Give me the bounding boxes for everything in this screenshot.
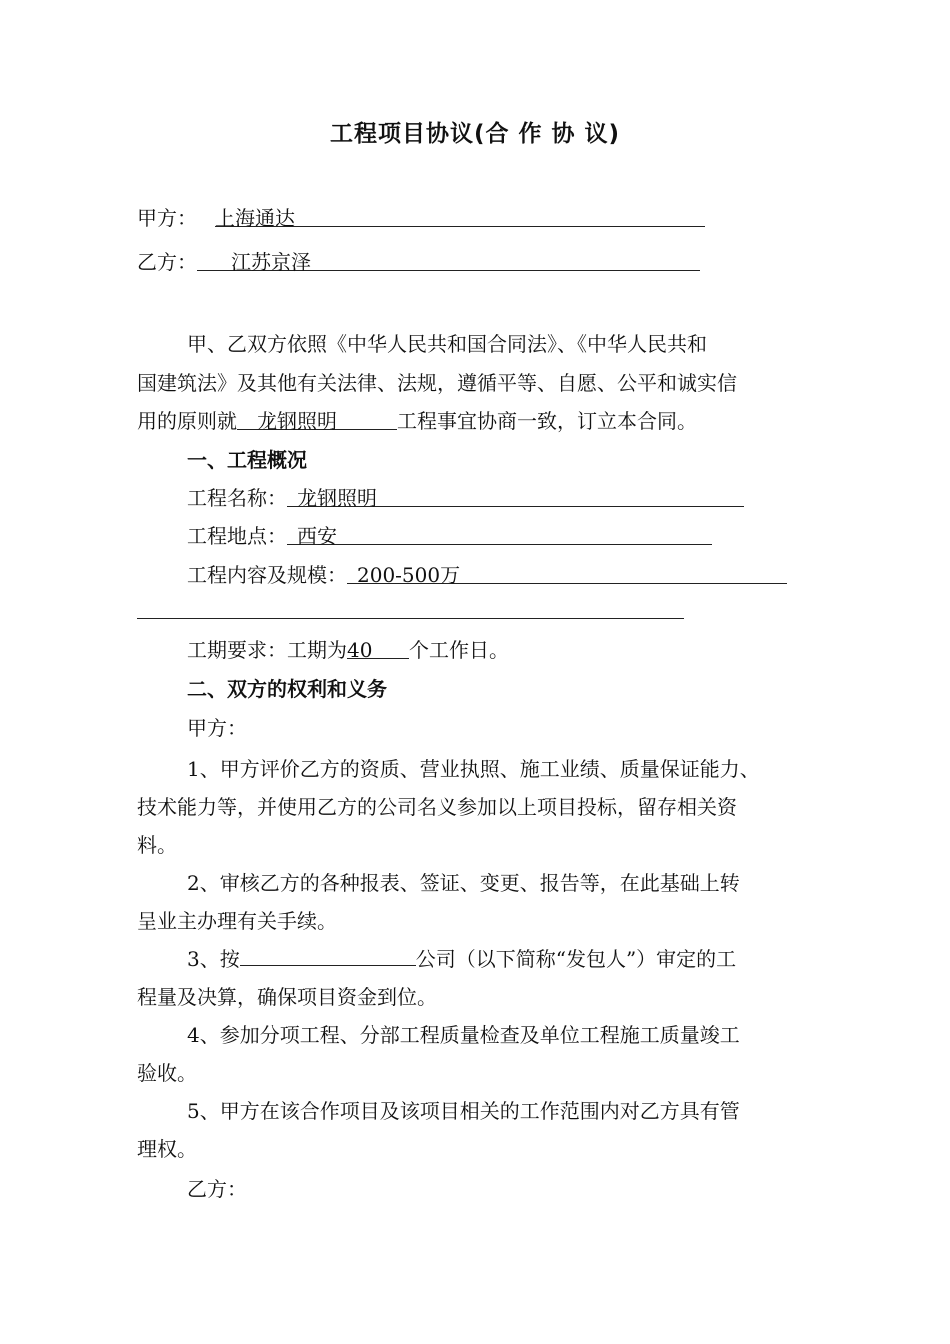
preamble-line-3-pre: 用的原则就: [137, 409, 237, 433]
party-b-value: 江苏京泽: [231, 250, 311, 274]
item4-line-1: 4、参加分项工程、分部工程质量检查及单位工程施工质量竣工: [187, 1023, 740, 1047]
duration-line: [187, 636, 509, 664]
item1-line-1: 1、甲方评价乙方的资质、营业执照、施工业绩、质量保证能力、: [187, 757, 760, 781]
preamble-line-2: 国建筑法》及其他有关法律、法规，遵循平等、自愿、公平和诚实信: [137, 371, 737, 395]
project-scope-value: 200-500万: [357, 563, 461, 587]
item2-line-1: 2、审核乙方的各种报表、签证、变更、报告等，在此基础上转: [187, 871, 740, 895]
item3-post: 公司（以下简称“发包人”）审定的工: [415, 947, 737, 971]
preamble-line-1: 甲、乙双方依照《中华人民共和国合同法》、《中华人民共和: [187, 332, 707, 356]
project-location-input: [287, 522, 712, 548]
scope-continuation-line: [137, 618, 684, 619]
item5-line-1: 5、甲方在该合作项目及该项目相关的工作范围内对乙方具有管: [187, 1099, 740, 1123]
duration-pre: 工期要求：工期为: [187, 638, 347, 662]
party-a-label: 甲方：: [137, 206, 197, 230]
item1-line-2: 技术能力等，并使用乙方的公司名义参加以上项目投标，留存相关资: [137, 795, 737, 819]
item3-line-1: [187, 945, 736, 973]
project-name-input: [287, 484, 744, 510]
party-b-label: 乙方：: [137, 250, 197, 274]
section2-party-a-label: 甲方：: [187, 716, 247, 740]
preamble-project: 龙钢照明: [257, 409, 337, 433]
issuer-company-blank: [240, 945, 416, 966]
duration-field: [347, 636, 409, 662]
item5-line-2: 理权。: [137, 1137, 197, 1161]
document-title: 工程项目协议(合 作 协 议): [329, 121, 621, 147]
project-scope-label: 工程内容及规模：: [187, 563, 347, 587]
preamble-line-3: [137, 407, 697, 435]
project-name-value: 龙钢照明: [297, 486, 377, 510]
party-a-value: 上海通达: [215, 206, 295, 230]
party-b-line: [137, 248, 700, 276]
project-location-label: 工程地点：: [187, 524, 287, 548]
project-scope-input: [347, 561, 787, 587]
duration-value: 40: [347, 638, 373, 662]
item1-line-3: 料。: [137, 833, 177, 857]
project-scope-line: [187, 561, 787, 589]
duration-post: 个工作日。: [409, 638, 509, 662]
section2-heading: 二、双方的权利和义务: [187, 677, 387, 701]
project-name-line: [187, 484, 744, 512]
project-location-line: [187, 522, 712, 550]
item2-line-2: 呈业主办理有关手续。: [137, 909, 337, 933]
project-location-value: 西安: [297, 524, 337, 548]
project-name-label: 工程名称：: [187, 486, 287, 510]
preamble-line-3-post: 工程事宜协商一致，订立本合同。: [397, 409, 697, 433]
party-b-field: [197, 248, 700, 274]
item4-line-2: 验收。: [137, 1061, 197, 1085]
item3-pre: 3、按: [187, 947, 240, 971]
party-a-field: [215, 204, 705, 230]
party-a-line: [137, 204, 705, 232]
item3-line-2: 程量及决算，确保项目资金到位。: [137, 985, 437, 1009]
project-name-field: [237, 407, 397, 433]
section2-party-b-label: 乙方：: [187, 1177, 247, 1201]
section1-heading: 一、工程概况: [187, 448, 307, 472]
